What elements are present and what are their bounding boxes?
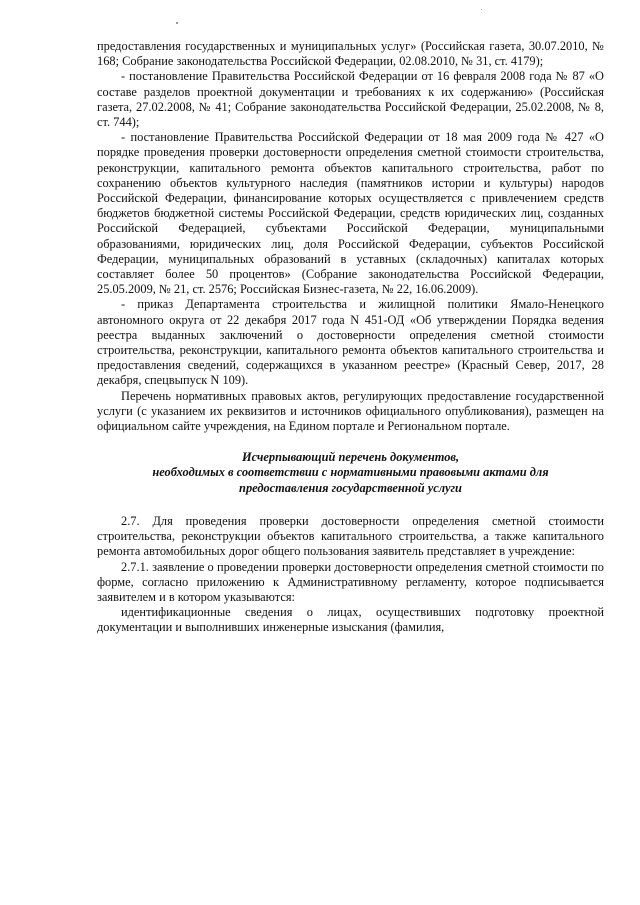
paragraph-order-451: - приказ Департамента строительства и жилищной политики Ямало-Ненецкого автономного округа от 22 декабря 2017 года N 451-ОД «Об утверждении Порядка ведения реестра выданных заключений о достоверности определения сметной стоимости строительства, реконструкции, капитального ремонта объектов капитального строительства и предоставления сведений, содержащихся в указанном реестре» (Красный Север, 2017, 28 декабря, спецвыпуск N 109).	[97, 297, 604, 388]
heading-line-1: Исчерпывающий перечень документов,	[241, 450, 460, 465]
section-heading	[97, 450, 604, 496]
paragraph-continuation: предоставления государственных и муниципальных услуг» (Российская газета, 30.07.2010, № 168; Собрание законодательства Российской Федерации, 02.08.2010, № 31, ст. 4179);	[97, 39, 604, 69]
paragraph-identification: идентификационные сведения о лицах, осуществивших подготовку проектной документации и выполнивших инженерные изыскания (фамилия,	[97, 605, 604, 635]
heading-line-3: предоставления государственной услуги	[239, 480, 462, 495]
heading-line-2: необходимых в соответствии с нормативными правовыми актами для	[152, 465, 549, 480]
paragraph-decree-427: - постановление Правительства Российской Федерации от 18 мая 2009 года № 427 «О порядке проведения проверки достоверности определения сметной стоимости строительства, реконструкции, капитального ремонта объектов капитального строительства, работ по сохранению объектов культурного наследия (памятников истории и культуры) народов Российской Федерации, финансирование которых осуществляется с привлечением средств бюджетов бюджетной системы Российской Федерации, средств юридических лиц, созданных Российской Федерацией, субъектами Российской Федерации, муниципальными образованиями, юридических лиц, доля Российской Федерации, субъектов Российской Федерации, муниципальных образований в уставных (складочных) капиталах которых составляет более 50 процентов» (Собрание законодательства Российской Федерации, 25.05.2009, № 21, ст. 2576; Российская Бизнес-газета, № 22, 16.06.2009).	[97, 130, 604, 297]
paragraph-2-7-1: 2.7.1. заявление о проведении проверки достоверности определения сметной стоимости по форме, согласно приложению к Административному регламенту, которое подписывается заявителем и в котором указываются:	[97, 559, 604, 604]
scan-speck	[176, 22, 178, 24]
scan-speck	[481, 9, 482, 10]
paragraph-2-7: 2.7. Для проведения проверки достоверности определения сметной стоимости строительства, реконструкции объектов капитального строительства, а также капитального ремонта автомобильных дорог общего пользования заявитель представляет в учреждение:	[97, 513, 604, 559]
paragraph-list-notice: Перечень нормативных правовых актов, регулирующих предоставление государственной услуги (с указанием их реквизитов и источников официального опубликования), размещен на официальном сайте учреждения, на Едином портале и Региональном портале.	[97, 388, 604, 434]
paragraph-decree-87: - постановление Правительства Российской Федерации от 16 февраля 2008 года № 87 «О составе разделов проектной документации и требованиях к их содержанию» (Российская газета, 27.02.2008, № 41; Собрание законодательства Российской Федерации, 25.02.2008, № 8, ст. 744);	[97, 69, 604, 130]
document-page	[97, 39, 604, 636]
